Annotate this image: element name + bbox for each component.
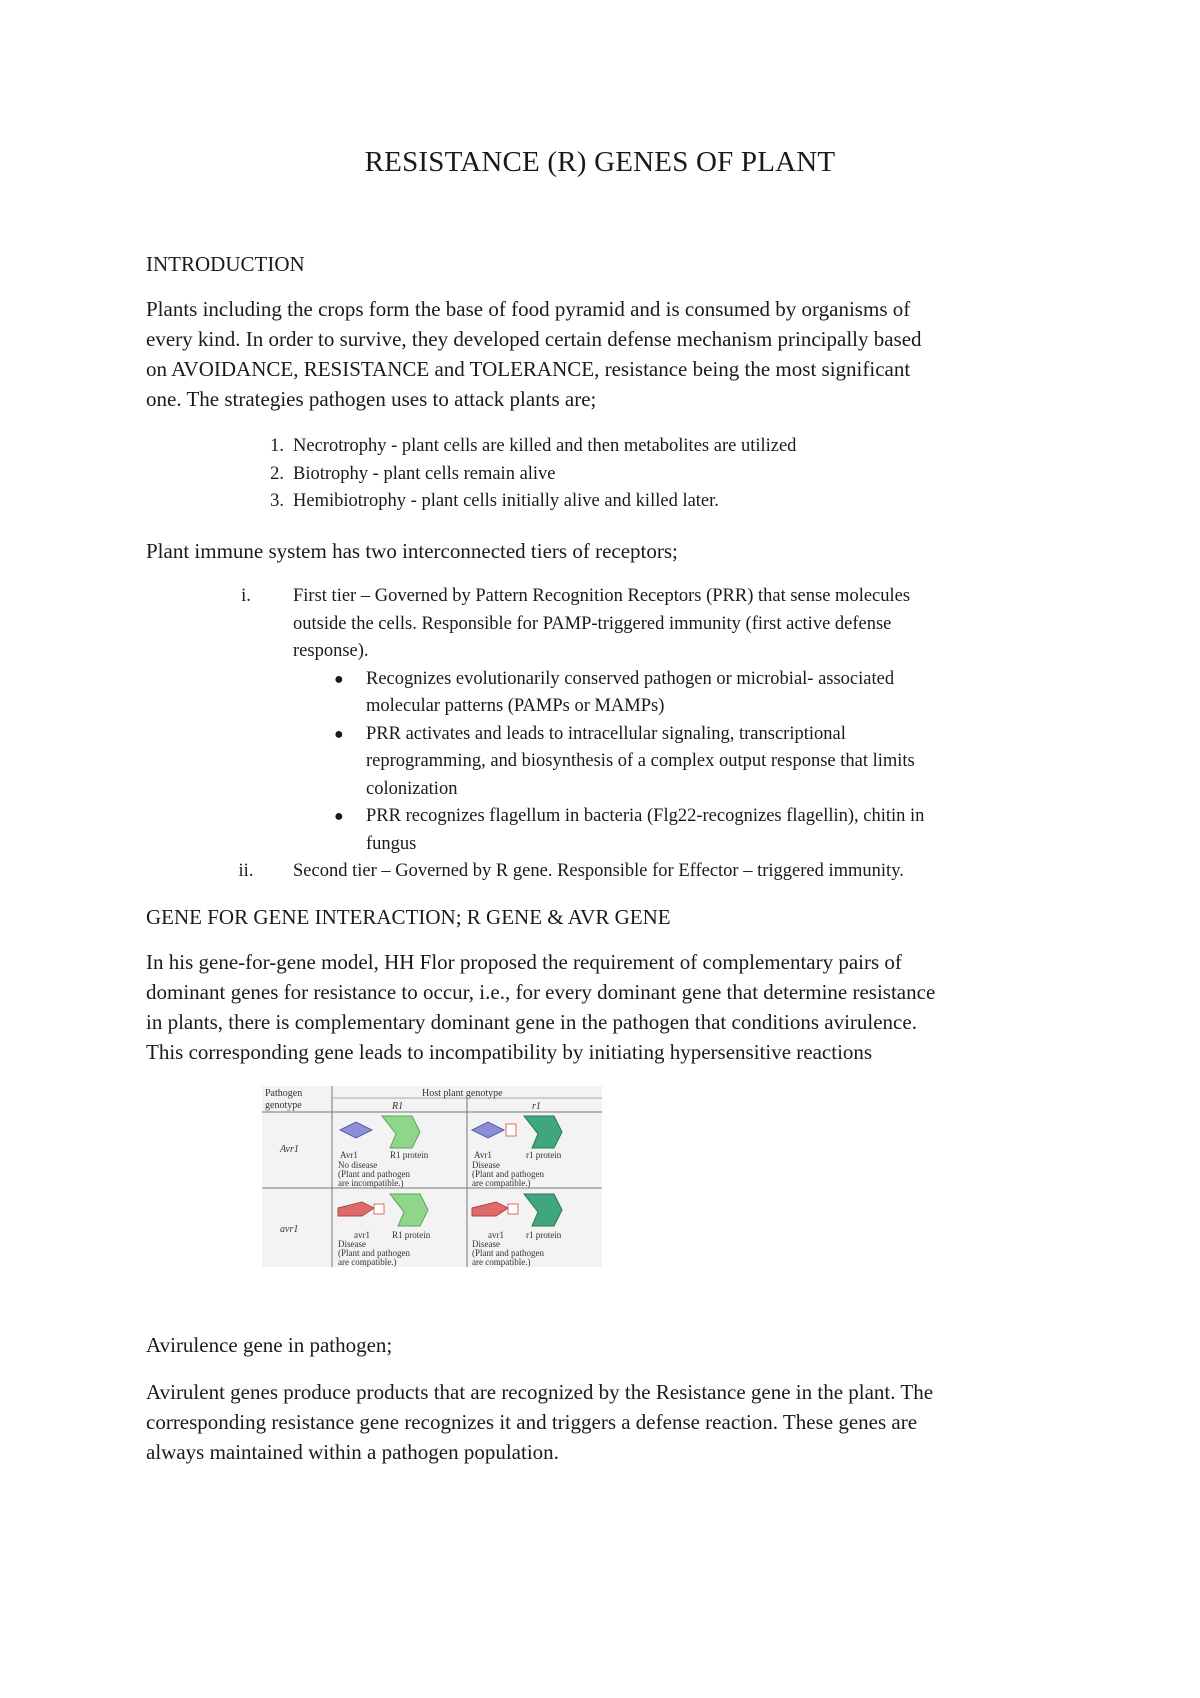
cell-host: r1 protein <box>526 1150 562 1160</box>
avr-protein-icon <box>472 1122 504 1138</box>
cell-note: (Plant and pathogen <box>472 1248 544 1258</box>
column-label-R1: R1 <box>392 1101 404 1112</box>
cell-note: (Plant and pathogen <box>472 1169 544 1179</box>
roman-numeral: ii. <box>238 861 254 881</box>
tier-line: Second tier – Governed by R gene. Responsible for Effector – triggered immunity. <box>293 861 904 881</box>
list-text: Necrotrophy - plant cells are killed and then metabolites are utilized <box>293 436 797 456</box>
r-protein-icon <box>390 1194 428 1226</box>
bullet-icon: ● <box>334 670 344 688</box>
list-item <box>146 433 1076 461</box>
corner-label: Pathogen <box>265 1088 303 1099</box>
r-protein-icon <box>524 1194 562 1226</box>
page-title: RESISTANCE (R) GENES OF PLANT <box>364 146 836 178</box>
paragraph-line: on AVOIDANCE, RESISTANCE and TOLERANCE, resistance being the most significant <box>146 357 911 381</box>
row-label-Avr1: Avr1 <box>280 1144 299 1155</box>
tier-item-second <box>146 858 1076 886</box>
bullet-line: molecular patterns (PAMPs or MAMPs) <box>366 696 665 716</box>
bullet-line: PRR recognizes flagellum in bacteria (Flg22-recognizes flagellin), chitin in <box>366 806 925 826</box>
list-item <box>146 461 1076 489</box>
paragraph-line: in plants, there is complementary dominant gene in the pathogen that conditions avirulence. <box>146 1010 917 1034</box>
cell-pathogen: avr1 <box>488 1230 504 1240</box>
binding-site-icon <box>508 1204 518 1214</box>
gene-for-gene-figure <box>262 1086 602 1267</box>
cell-note: (Plant and pathogen <box>338 1169 410 1179</box>
strategies-list <box>146 433 1076 516</box>
bullet-line: colonization <box>366 778 458 799</box>
header-label: Host plant genotype <box>422 1088 503 1099</box>
list-text: Hemibiotrophy - plant cells initially alive and killed later. <box>293 491 719 511</box>
intro-paragraph <box>146 294 1076 414</box>
tier-line: response). <box>293 641 369 661</box>
paragraph-line: This corresponding gene leads to incompatibility by initiating hypersensitive reactions <box>146 1040 873 1064</box>
cell-note: are compatible.) <box>338 1257 397 1267</box>
avirulence-heading: Avirulence gene in pathogen; <box>146 1333 393 1357</box>
paragraph-line: every kind. In order to survive, they developed certain defense mechanism principally based <box>146 327 922 351</box>
gene-paragraph <box>146 947 1076 1067</box>
list-number: 1. <box>270 436 284 456</box>
binding-site-icon <box>506 1124 516 1136</box>
introduction-heading: INTRODUCTION <box>146 252 305 276</box>
column-label-r1: r1 <box>532 1101 541 1112</box>
paragraph-line: dominant genes for resistance to occur, i.e., for every dominant gene that determine resistance <box>146 980 936 1004</box>
bullet-item <box>146 803 1076 858</box>
tier-item-first <box>146 583 1076 666</box>
cell-host: r1 protein <box>526 1230 562 1240</box>
paragraph-line: Avirulent genes produce products that are recognized by the Resistance gene in the plant. The <box>146 1380 934 1404</box>
paragraph-line: always maintained within a pathogen population. <box>146 1440 559 1464</box>
paragraph-line: corresponding resistance gene recognizes it and triggers a defense reaction. These genes are <box>146 1410 918 1434</box>
bullet-line: PRR activates and leads to intracellular signaling, transcriptional <box>366 723 846 744</box>
list-text: Biotrophy - plant cells remain alive <box>293 463 556 484</box>
bullet-line: reprogramming, and biosynthesis of a complex output response that limits <box>366 751 915 771</box>
cell-outcome: Disease <box>472 1160 500 1170</box>
cell-pathogen: avr1 <box>354 1230 370 1240</box>
cell-host: R1 protein <box>390 1150 429 1160</box>
cell-outcome: Disease <box>338 1239 366 1249</box>
corner-label: genotype <box>265 1100 302 1111</box>
r-protein-icon <box>382 1116 420 1148</box>
roman-numeral: i. <box>241 586 251 606</box>
binding-site-icon <box>374 1204 384 1214</box>
bullet-item <box>146 721 1076 804</box>
cell-outcome: No disease <box>338 1160 378 1170</box>
list-number: 2. <box>270 463 284 484</box>
tier-line: First tier – Governed by Pattern Recognition Receptors (PRR) that sense molecules <box>293 586 911 606</box>
bullet-icon: ● <box>334 725 344 743</box>
cell-note: are compatible.) <box>472 1178 531 1188</box>
tier-line: outside the cells. Responsible for PAMP-triggered immunity (first active defense <box>293 613 892 634</box>
cell-outcome: Disease <box>472 1239 500 1249</box>
figure-svg <box>262 1086 602 1267</box>
bullet-line: fungus <box>366 833 417 854</box>
row-label-avr1: avr1 <box>280 1224 299 1235</box>
cell-note: are compatible.) <box>472 1257 531 1267</box>
gene-for-gene-heading: GENE FOR GENE INTERACTION; R GENE & AVR GENE <box>146 905 671 929</box>
paragraph-line: Plants including the crops form the base of food pyramid and is consumed by organisms of <box>146 297 911 321</box>
cell-note: are incompatible.) <box>338 1178 404 1188</box>
paragraph-line: In his gene-for-gene model, HH Flor proposed the requirement of complementary pairs of <box>146 950 902 974</box>
bullet-line: Recognizes evolutionarily conserved pathogen or microbial- associated <box>366 668 895 689</box>
list-item <box>146 488 1076 516</box>
avr-protein-icon <box>340 1122 372 1138</box>
bullet-item <box>146 666 1076 721</box>
avr-mutant-icon <box>338 1202 374 1216</box>
tiers-list <box>146 583 1076 886</box>
list-number: 3. <box>270 491 284 511</box>
cell-host: R1 protein <box>392 1230 431 1240</box>
bullet-icon: ● <box>334 808 344 825</box>
r-protein-icon <box>524 1116 562 1148</box>
paragraph-line: one. The strategies pathogen uses to attack plants are; <box>146 387 597 411</box>
cell-note: (Plant and pathogen <box>338 1248 410 1258</box>
immune-intro: Plant immune system has two interconnected tiers of receptors; <box>146 539 678 563</box>
avirulence-paragraph <box>146 1377 1076 1467</box>
cell-pathogen: Avr1 <box>474 1150 492 1160</box>
cell-pathogen: Avr1 <box>340 1150 358 1160</box>
avr-mutant-icon <box>472 1202 508 1216</box>
